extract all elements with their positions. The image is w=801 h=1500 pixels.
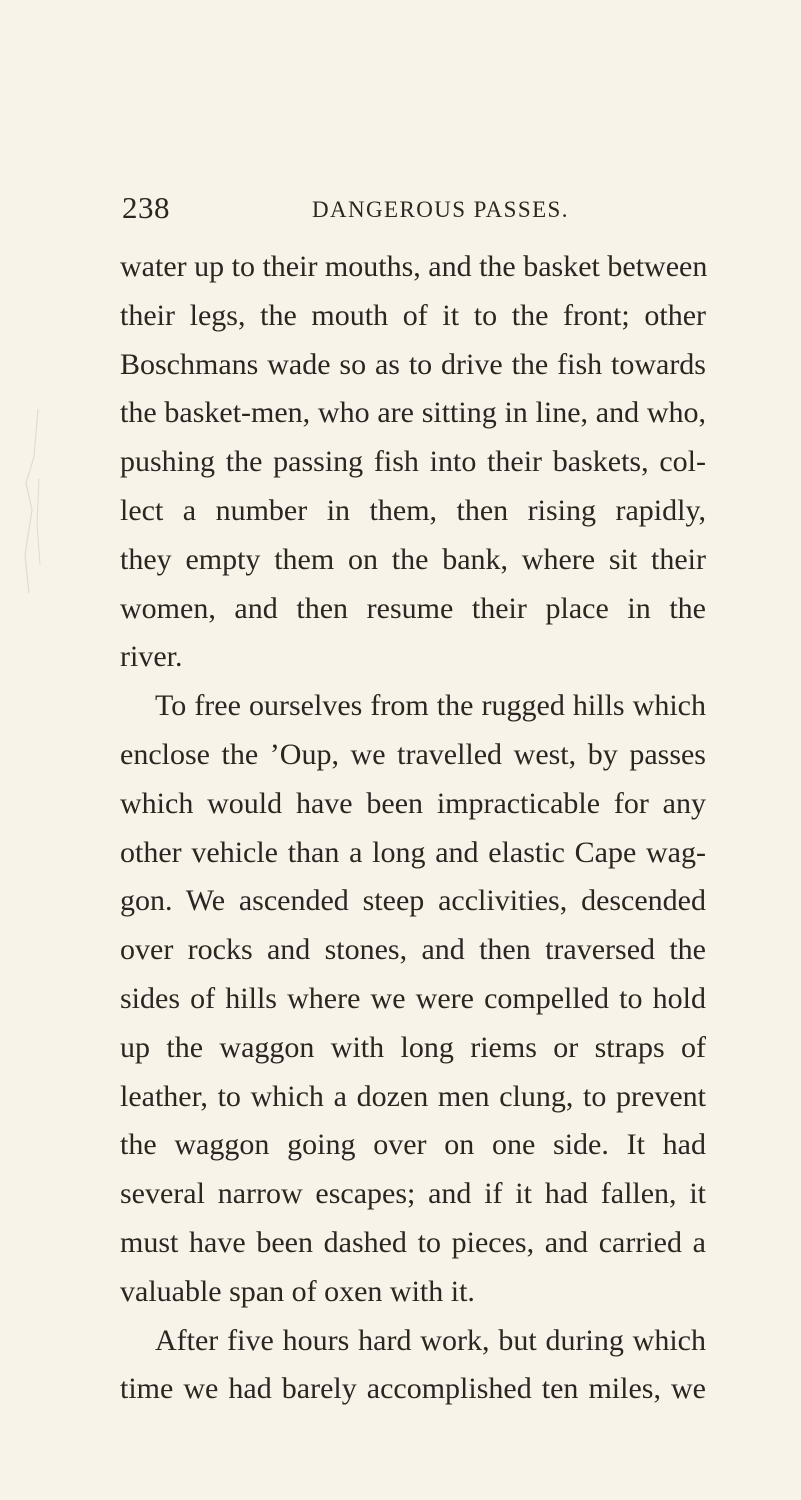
running-head: DANGEROUS PASSES.	[312, 197, 569, 222]
paper-blemish-icon	[22, 405, 44, 595]
text-line: lect a number in them, then rising rapidly,	[120, 493, 706, 527]
text-line: must have been dashed to pieces, and carried a	[120, 1225, 706, 1259]
text-line: their legs, the mouth of it to the front; other	[120, 298, 706, 332]
text-line: up the waggon with long riems or straps of	[120, 1030, 706, 1064]
page-header	[122, 188, 682, 228]
text-line: sides of hills where we were compelled to hold	[120, 981, 706, 1015]
text-line: women, and then resume their place in the	[120, 591, 706, 625]
text-line: other vehicle than a long and elastic Cape wag-	[120, 835, 706, 869]
text-line: they empty them on the bank, where sit their	[120, 542, 706, 576]
text-line: water up to their mouths, and the basket between	[120, 250, 708, 283]
page-number: 238	[122, 190, 170, 225]
text-line: the basket-men, who are sitting in line, and who,	[120, 396, 706, 430]
text-line: To free ourselves from the rugged hills which	[155, 689, 706, 723]
text-line: river.	[120, 640, 183, 674]
text-line: After five hours hard work, but during which	[155, 1323, 706, 1357]
text-line: Boschmans wade so as to drive the fish towards	[120, 347, 706, 381]
text-line: several narrow escapes; and if it had fallen, it	[120, 1177, 706, 1211]
text-line: time we had barely accomplished ten miles, we	[120, 1372, 706, 1406]
text-line: which would have been impracticable for any	[120, 786, 706, 820]
text-line: leather, to which a dozen men clung, to prevent	[120, 1079, 706, 1113]
text-line: gon. We ascended steep acclivities, descended	[120, 884, 706, 918]
text-line: enclose the ’Oup, we travelled west, by passes	[120, 737, 706, 771]
text-line: over rocks and stones, and then traversed the	[120, 933, 706, 967]
text-line: the waggon going over on one side. It had	[120, 1128, 706, 1162]
book-page-text	[120, 243, 706, 1414]
text-line: pushing the passing fish into their baskets, col-	[120, 445, 706, 479]
text-line: valuable span of oxen with it.	[120, 1274, 475, 1308]
